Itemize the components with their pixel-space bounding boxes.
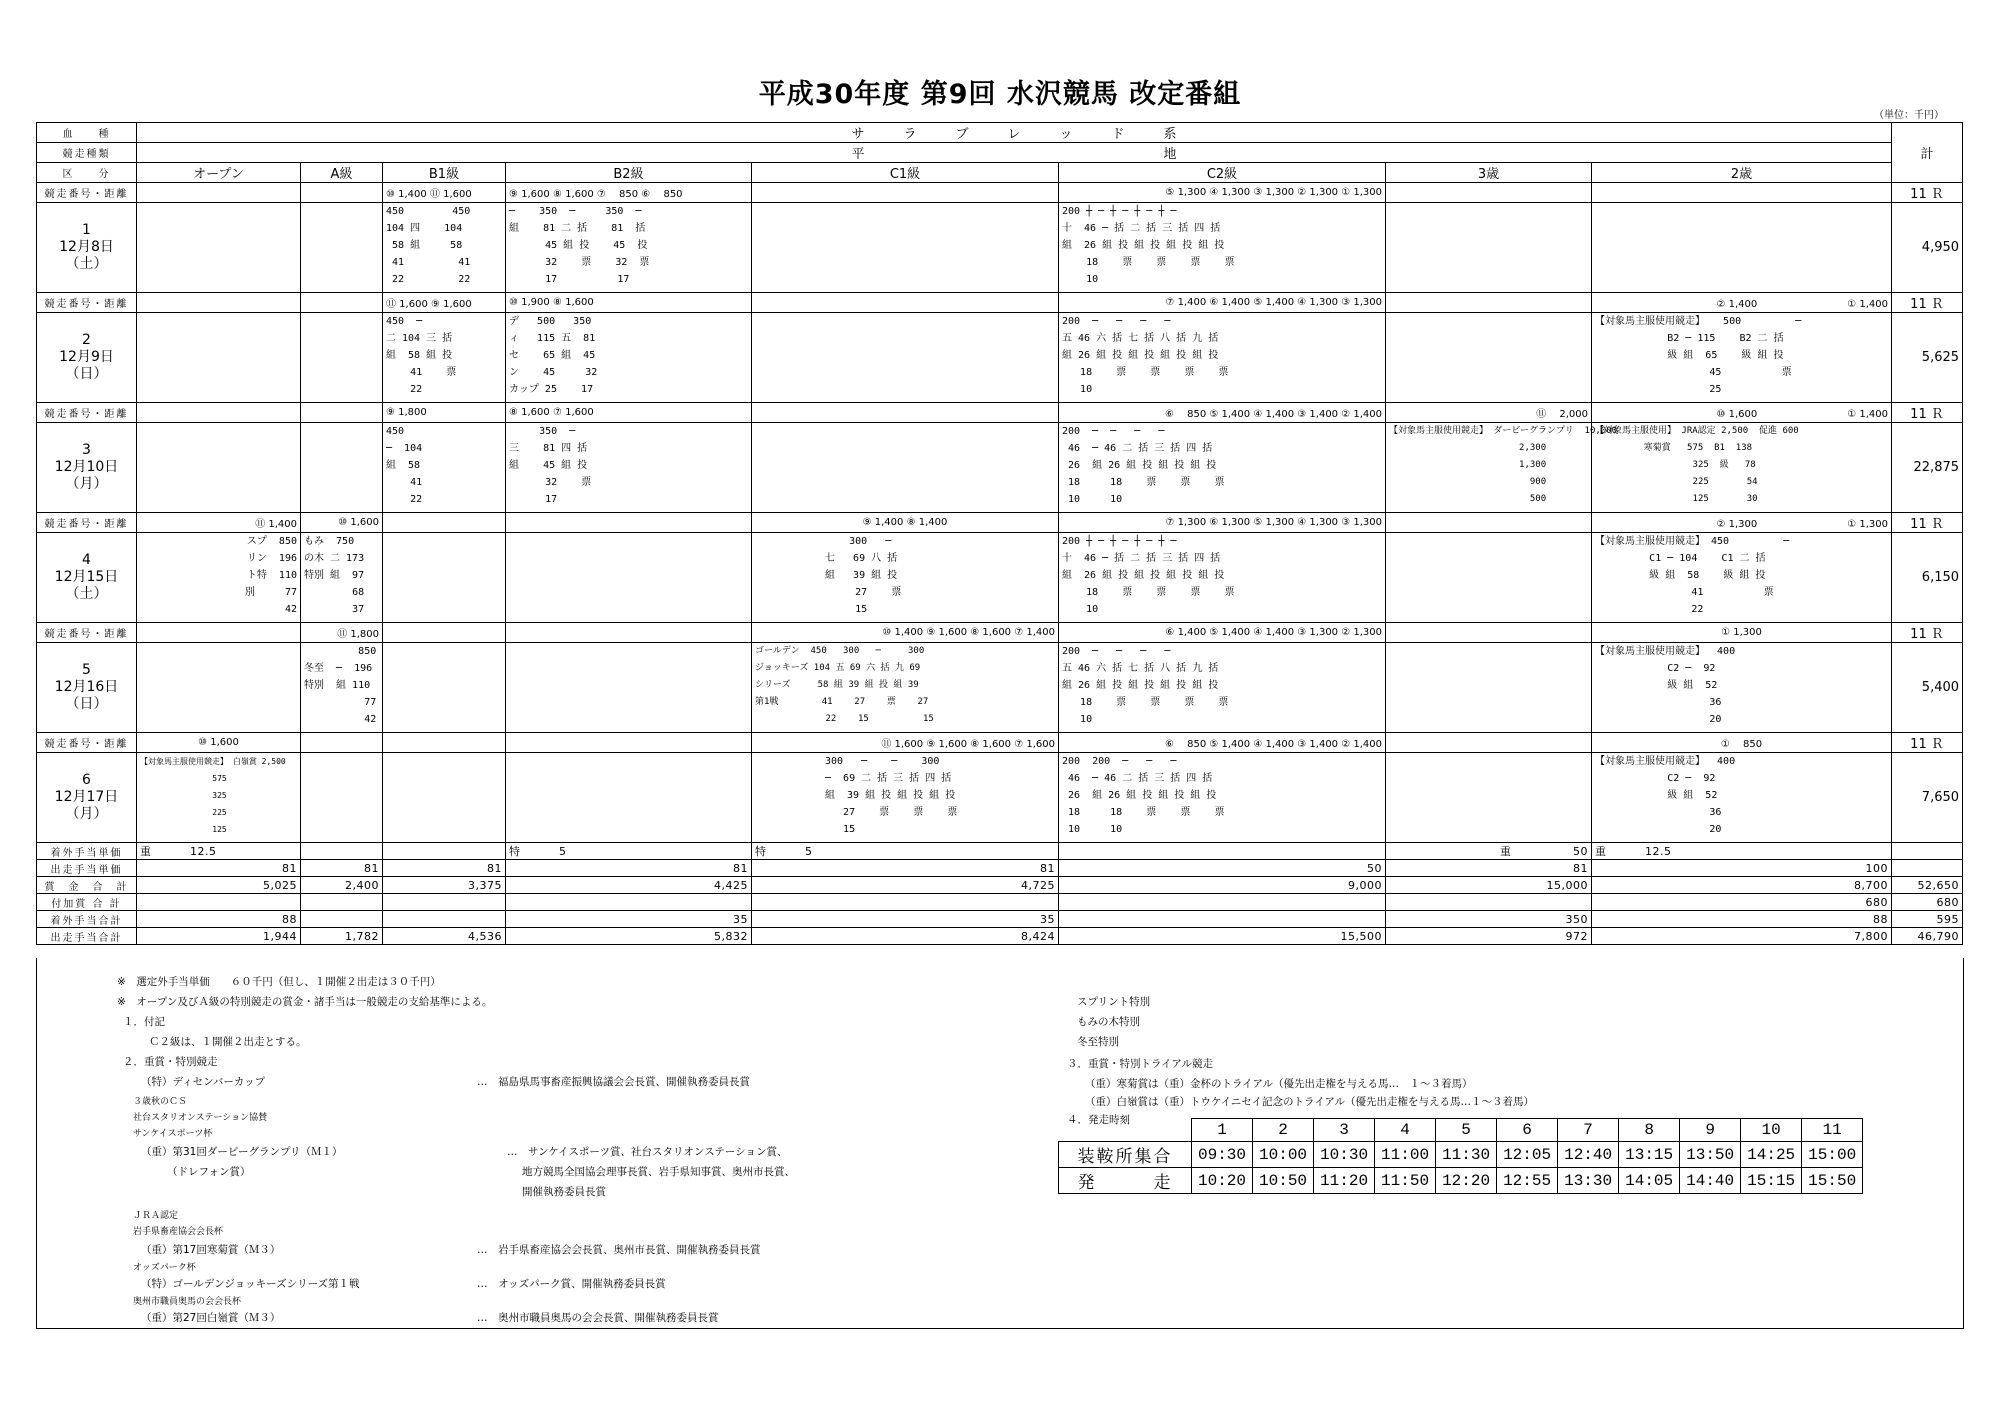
- prize-c2: 200 ─ ─ ─ ─ 五 46 六 括 七 括 八 括 九 括 組 26 組 投 組 投 組 投 組 投 18 票 票 票 票 10: [1059, 643, 1386, 733]
- prize-2yo: 【対象馬主服使用競走】 500 ─ B2 ─ 115 B2 二 括 級 組 65 級 組 投 45 票 25: [1592, 313, 1892, 403]
- summary-row: 出走手当合計 1,944 1,782 4,536 5,832 8,424 15,500 972 7,800 46,790: [37, 928, 1963, 945]
- dist-2yo: ② 1,300 ① 1,300: [1592, 513, 1892, 533]
- prize-b1: 450 ─ 104 組 58 41 22: [383, 423, 506, 513]
- start-time-table: 1 2 3 4 5 6 7 8 9 10 11 装鞍所集合 09:30 10:00 10:30 11:00 11:30 12:05 12:40 13:15 13:50 14:25 15:00 発 走 10:20 10:50 11:20 11:50 12:20 12:55 13:30 14:05 14:40 15:15 15:50: [1058, 1118, 1863, 1194]
- note: 奥州市職員奥馬の会会長杯: [133, 1297, 242, 1307]
- note: サンケイスポーツ杯: [133, 1129, 213, 1139]
- day-cell: 6 12月17日 （月）: [37, 753, 137, 843]
- prize-open: 【対象馬主服使用競走】 白嶺賞 2,500 575 325 225 125: [137, 753, 301, 843]
- prize-open: スプ 850 リン 196 ト特 110 別 77 42: [137, 533, 301, 623]
- prize-3yo: 【対象馬主服使用競走】 ダービーグランプリ 10,000 2,300 1,300 900 500: [1386, 423, 1592, 513]
- prize-c1: 300 ─ 七 69 八 括 組 39 組 投 27 票 15: [752, 533, 1059, 623]
- note: （ドレフォン賞）: [167, 1166, 251, 1178]
- day-cell: 2 12月9日 （日）: [37, 313, 137, 403]
- race-count: 11 Ｒ: [1892, 293, 1963, 313]
- class-b2: B2級: [506, 163, 752, 183]
- dist-c1: ⑨ 1,400 ⑧ 1,400: [752, 513, 1059, 533]
- day-cell: 3 12月10日 （月）: [37, 423, 137, 513]
- day-cell: 1 12月8日 （土）: [37, 203, 137, 293]
- prize-b1: 450 ─ 二 104 三 括 組 58 組 投 41 票 22: [383, 313, 506, 403]
- prize-b2: ─ 350 ─ 350 ─ 組 81 二 括 81 括 45 組 投 45 投 32 票 32 票 17 17: [506, 203, 752, 293]
- race-number: 5: [1436, 1119, 1497, 1142]
- race-number: 7: [1558, 1119, 1619, 1142]
- prize-c2: 200 ┼ ─ ┼ ─ ┼ ─ ┼ ─ 十 46 ─ 括 二 括 三 括 四 括 組 26 組 投 組 投 組 投 組 投 18 票 票 票 票 10: [1059, 533, 1386, 623]
- note: ３．重賞・特別トライアル競走: [1067, 1058, 1213, 1070]
- note: ※ オープン及びＡ級の特別競走の賞金・諸手当は一般競走の支給基準による。: [117, 996, 493, 1008]
- summary-row: 着外手当合計 88 35 35 350 88 595: [37, 911, 1963, 928]
- summary-row: 出走手当単価 81 81 81 81 81 50 81 100: [37, 860, 1963, 877]
- race-number: 10: [1741, 1119, 1802, 1142]
- summary-row: 付加賞 合 計 680 680: [37, 894, 1963, 911]
- dist-a: ⑪ 1,800: [301, 623, 383, 643]
- race-number: 2: [1253, 1119, 1314, 1142]
- prize-2yo: 【対象馬主服使用】 JRA認定 2,500 促進 600 寒菊賞 575 B1 138 325 級 78 225 54 125 30: [1592, 423, 1892, 513]
- race-number: 3: [1314, 1119, 1375, 1142]
- dist-b1: ⑨ 1,800: [383, 403, 506, 423]
- race-no-label: 競走番号・距離: [37, 293, 137, 313]
- class-c1: C1級: [752, 163, 1059, 183]
- note: 開催執務委員長賞: [522, 1186, 606, 1198]
- day-total: 7,650: [1892, 753, 1963, 843]
- note: （特）ディセンバーカップ: [141, 1076, 266, 1088]
- race-count: 11 Ｒ: [1892, 733, 1963, 753]
- race-count: 11 Ｒ: [1892, 183, 1963, 203]
- note: … 奥州市職員奥馬の会会長賞、開催執務委員長賞: [477, 1312, 719, 1324]
- note: ４．発走時刻: [1067, 1114, 1130, 1126]
- dist-3yo: ⑪ 2,000: [1386, 403, 1592, 423]
- note: Ｃ２級は、１開催２出走とする。: [149, 1036, 307, 1048]
- note: （特）ゴールデンジョッキーズシリーズ第１戦: [141, 1278, 360, 1290]
- dist-2yo: ② 1,400 ① 1,400: [1592, 293, 1892, 313]
- note: （重）寒菊賞は（重）金杯のトライアル（優先出走権を与える馬… １～３着馬）: [1085, 1078, 1473, 1090]
- page-title: 平成30年度 第9回 水沢競馬 改定番組: [758, 79, 1242, 110]
- start-label: 発 走: [1059, 1168, 1192, 1194]
- prize-c1: 300 ─ ─ 300 ─ 69 二 括 三 括 四 括 組 39 組 投 組 投 組 投 27 票 票 票 15: [752, 753, 1059, 843]
- dist-c2: ⑥ 1,400 ⑤ 1,400 ④ 1,400 ③ 1,300 ② 1,300: [1059, 623, 1386, 643]
- summary-row: 賞 金 合 計 5,025 2,400 3,375 4,425 4,725 9,000 15,000 8,700 52,650: [37, 877, 1963, 894]
- dist-2yo: ① 1,300: [1592, 623, 1892, 643]
- class-label: 区 分: [37, 163, 137, 183]
- unit-label: （単位：千円）: [1874, 110, 1944, 121]
- class-a: A級: [301, 163, 383, 183]
- note: もみの木特別: [1077, 1016, 1140, 1028]
- note: 冬至特別: [1077, 1036, 1119, 1048]
- note: 社台スタリオンステーション協賛: [133, 1113, 268, 1123]
- dist-open: ⑩ 1,600: [137, 733, 301, 753]
- saddling-label: 装鞍所集合: [1059, 1142, 1192, 1168]
- class-c2: C2級: [1059, 163, 1386, 183]
- prize-a: もみ 750 の木 二 173 特別 組 97 68 37: [301, 533, 383, 623]
- class-b1: B1級: [383, 163, 506, 183]
- dist-c1: ⑩ 1,400 ⑨ 1,600 ⑧ 1,600 ⑦ 1,400: [752, 623, 1059, 643]
- race-no-label: 競走番号・距離: [37, 513, 137, 533]
- note: ３歳秋のＣＳ: [133, 1097, 188, 1107]
- summary-row: 着外手当単価 重 12.5 特 5 特 5 重 50 重 12.5: [37, 843, 1963, 860]
- prize-b2: デ 500 350 ィ 115 五 81 セ 65 組 45 ン 45 32 カップ 25 17: [506, 313, 752, 403]
- race-type-label: 競走種類: [37, 143, 137, 163]
- dist-b2: ⑨ 1,600 ⑧ 1,600 ⑦ 850 ⑥ 850: [506, 183, 752, 203]
- race-no-label: 競走番号・距離: [37, 403, 137, 423]
- race-no-label: 競走番号・距離: [37, 733, 137, 753]
- prize-a: 850 冬至 ─ 196 特別 組 110 77 42: [301, 643, 383, 733]
- note: … 福島県馬事畜産振興協議会会長賞、開催執務委員長賞: [477, 1076, 750, 1088]
- note: １．付記: [123, 1016, 165, 1028]
- program-table: [36, 122, 1963, 945]
- dist-c2: ⑥ 850 ⑤ 1,400 ④ 1,400 ③ 1,400 ② 1,400: [1059, 403, 1386, 423]
- race-number: 9: [1680, 1119, 1741, 1142]
- total-header: 計: [1892, 123, 1963, 183]
- race-number: 11: [1802, 1119, 1863, 1142]
- day-cell: 4 12月15日 （土）: [37, 533, 137, 623]
- race-count: 11 Ｒ: [1892, 513, 1963, 533]
- note: … オッズパーク賞、開催執務委員長賞: [477, 1278, 666, 1290]
- class-3yo: 3歳: [1386, 163, 1592, 183]
- day-total: 4,950: [1892, 203, 1963, 293]
- note: ２．重賞・特別競走: [123, 1056, 218, 1068]
- dist-b2: ⑧ 1,600 ⑦ 1,600: [506, 403, 752, 423]
- race-count: 11 Ｒ: [1892, 403, 1963, 423]
- race-number: 1: [1192, 1119, 1253, 1142]
- race-number: 8: [1619, 1119, 1680, 1142]
- note: 岩手県畜産協会会長杯: [133, 1227, 224, 1237]
- day-total: 5,400: [1892, 643, 1963, 733]
- note: … 岩手県畜産協会会長賞、奥州市長賞、開催執務委員長賞: [477, 1244, 761, 1256]
- prize-b2: 350 ─ 三 81 四 括 組 45 組 投 32 票 17: [506, 423, 752, 513]
- blood-label: 血 種: [37, 123, 137, 143]
- dist-c1: ⑪ 1,600 ⑨ 1,600 ⑧ 1,600 ⑦ 1,600: [752, 733, 1059, 753]
- dist-a: ⑩ 1,600: [301, 513, 383, 533]
- note: 地方競馬全国協会理事長賞、岩手県知事賞、奥州市長賞、: [522, 1166, 795, 1178]
- dist-2yo: ⑩ 1,600 ① 1,400: [1592, 403, 1892, 423]
- dist-open: ⑪ 1,400: [137, 513, 301, 533]
- prize-2yo: 【対象馬主服使用競走】 450 ─ C1 ─ 104 C1 二 括 級 組 58 級 組 投 41 票 22: [1592, 533, 1892, 623]
- note: オッズパーク杯: [133, 1263, 196, 1273]
- prize-c2: 200 200 ─ ─ ─ 46 ─ 46 二 括 三 括 四 括 26 組 26 組 投 組 投 組 投 18 18 票 票 票 10 10: [1059, 753, 1386, 843]
- prize-c2: 200 ─ ─ ─ ─ 46 ─ 46 二 括 三 括 四 括 26 組 26 組 投 組 投 組 投 18 18 票 票 票 10 10: [1059, 423, 1386, 513]
- prize-c1: ゴールデン 450 300 ─ 300 ジョッキーズ 104 五 69 六 括 九 69 シリーズ 58 組 39 組 投 組 39 第1戦 41 27 票 27 22 15 15: [752, 643, 1059, 733]
- dist-c2: ⑦ 1,300 ⑥ 1,300 ⑤ 1,300 ④ 1,300 ③ 1,300: [1059, 513, 1386, 533]
- prize-2yo: 【対象馬主服使用競走】 400 C2 ─ 92 級 組 52 36 20: [1592, 643, 1892, 733]
- note: （重）第31回ダービーグランプリ（Ｍ１）: [141, 1146, 343, 1158]
- race-no-label: 競走番号・距離: [37, 623, 137, 643]
- day-total: 22,875: [1892, 423, 1963, 513]
- dist-c2: ⑦ 1,400 ⑥ 1,400 ⑤ 1,400 ④ 1,300 ③ 1,300: [1059, 293, 1386, 313]
- note: （重）第17回寒菊賞（Ｍ３）: [141, 1244, 281, 1256]
- dist-b1: ⑩ 1,400 ⑪ 1,600: [383, 183, 506, 203]
- day-total: 6,150: [1892, 533, 1963, 623]
- prize-b1: 450 450 104 四 104 58 組 58 41 41 22 22: [383, 203, 506, 293]
- prize-c2: 200 ┼ ─ ┼ ─ ┼ ─ ┼ ─ 十 46 ─ 括 二 括 三 括 四 括 組 26 組 投 組 投 組 投 組 投 18 票 票 票 票 10: [1059, 203, 1386, 293]
- note: … サンケイスポーツ賞、社台スタリオンステーション賞、: [507, 1146, 788, 1158]
- prize-2yo: 【対象馬主服使用競走】 400 C2 ─ 92 級 組 52 36 20: [1592, 753, 1892, 843]
- race-no-label: 競走番号・距離: [37, 183, 137, 203]
- day-cell: 5 12月16日 （日）: [37, 643, 137, 733]
- note: （重）第27回白嶺賞（Ｍ３）: [141, 1312, 281, 1324]
- race-number: 6: [1497, 1119, 1558, 1142]
- dist-c2: ⑤ 1,300 ④ 1,300 ③ 1,300 ② 1,300 ① 1,300: [1059, 183, 1386, 203]
- note: ＪＲＡ認定: [133, 1211, 179, 1221]
- class-2yo: 2歳: [1592, 163, 1892, 183]
- prize-c2: 200 ─ ─ ─ ─ 五 46 六 括 七 括 八 括 九 括 組 26 組 投 組 投 組 投 組 投 18 票 票 票 票 10: [1059, 313, 1386, 403]
- class-open: オープン: [137, 163, 301, 183]
- note: ※ 選定外手当単価 ６０千円（但し、１開催２出走は３０千円）: [117, 976, 441, 988]
- dist-b2: ⑩ 1,900 ⑧ 1,600: [506, 293, 752, 313]
- dist-2yo: ① 850: [1592, 733, 1892, 753]
- race-type-value: 平 地: [137, 143, 1892, 163]
- race-count: 11 Ｒ: [1892, 623, 1963, 643]
- dist-c2: ⑥ 850 ⑤ 1,400 ④ 1,400 ③ 1,400 ② 1,400: [1059, 733, 1386, 753]
- blood-value: サ ラ ブ レ ッ ド 系: [137, 123, 1892, 143]
- dist-b1: ⑪ 1,600 ⑨ 1,600: [383, 293, 506, 313]
- note: スプリント特別: [1077, 996, 1151, 1008]
- race-number: 4: [1375, 1119, 1436, 1142]
- note: （重）白嶺賞は（重）トウケイニセイ記念のトライアル（優先出走権を与える馬…１～３着馬）: [1085, 1096, 1534, 1108]
- day-total: 5,625: [1892, 313, 1963, 403]
